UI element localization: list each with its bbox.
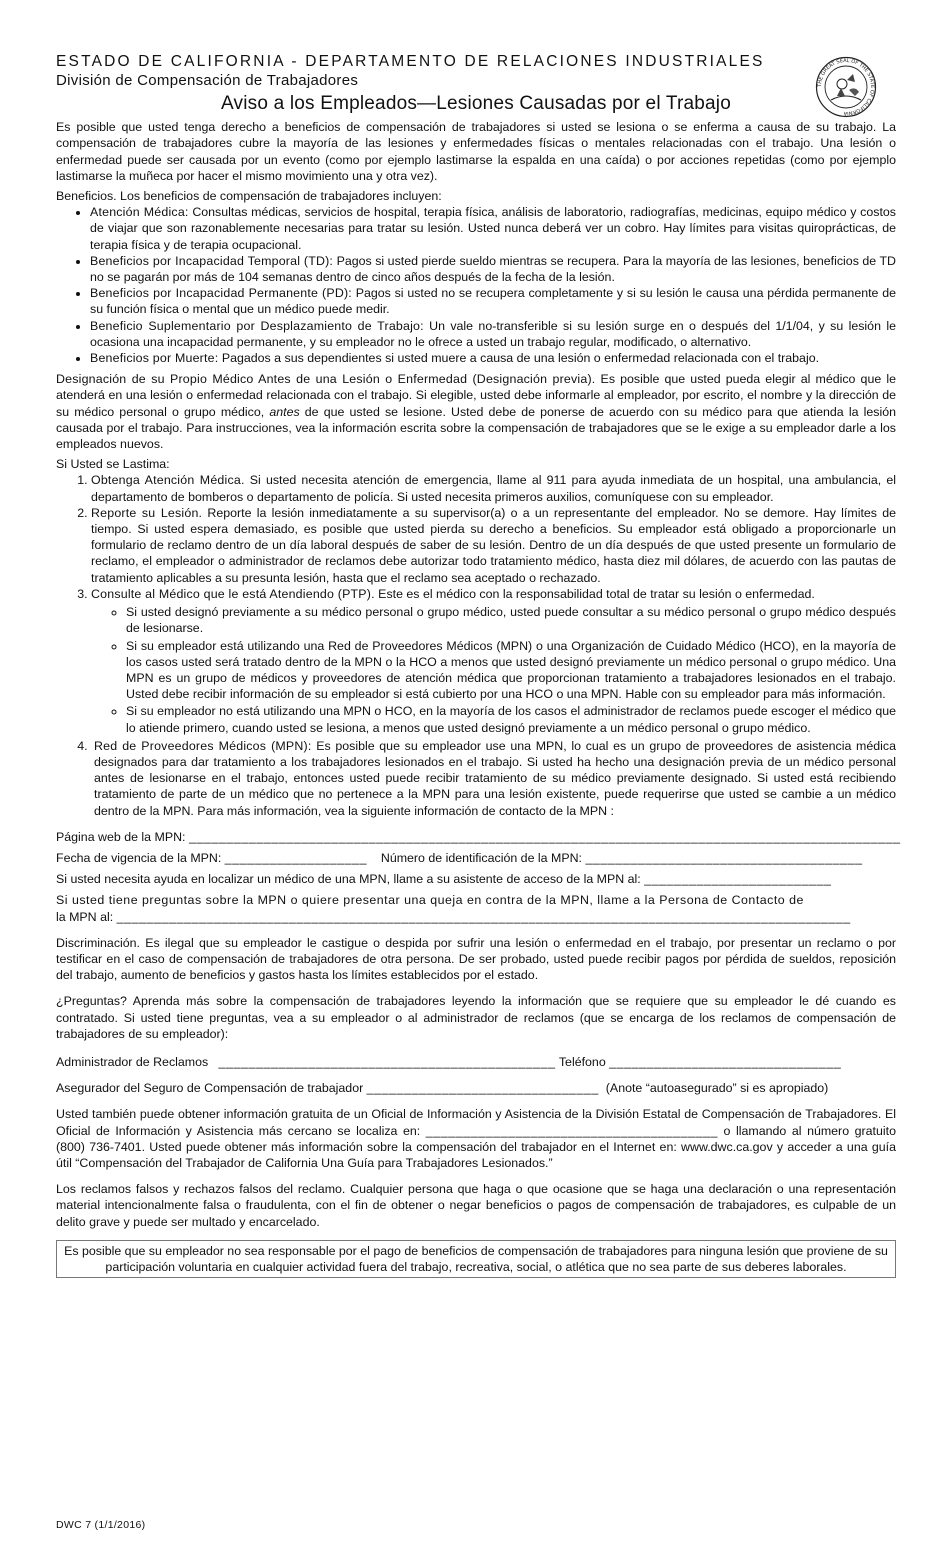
page-title: Aviso a los Empleados—Lesiones Causadas por el Trabajo (220, 93, 731, 114)
list-item: • Beneficios por Incapacidad Temporal (TD): Pagos si usted pierde sueldo mientras se recupera. Para la mayoría de las lesiones, beneficios de TD no se pagarán por más de 104 semanas dentro de cinco años después de la fecha de la lesión. (90, 253, 896, 285)
agency-heading: ESTADO DE CALIFORNIA - DEPARTAMENTO DE RELACIONES INDUSTRIALES (56, 53, 765, 70)
list-item: 1. Obtenga Atención Médica. Si usted necesita atención de emergencia, llame al 911 para ayuda inmediata de un hospital, una ambulancia, el departamento de bomberos o departamento de policía. Si usted necesita primeros auxilios, comuníquese con su empleador. (91, 472, 896, 504)
insurer-row: Asegurador del Seguro de Compensación de trabajador _______________________________ (Anote “autoasegurado” si es apropiado) (56, 1081, 829, 1096)
mpn-website-row: Página web de la MPN: _______________________________________________________________________________________________ (56, 829, 901, 844)
benefit-label: Beneficios por Incapacidad Permanente (PD): (90, 286, 352, 301)
mpn-contact-row: Si usted tiene preguntas sobre la MPN o quiere presentar una queja en contra de la MPN, llame a la Persona de Contacto de la MPN al: __________________________________________________________________________________________________ (56, 893, 851, 924)
list-item: 3. Consulte al Médico que le está Atendiendo (PTP). Este es el médico con la responsabilidad total de tratar su lesión o enfermedad. ◦ Si usted designó previamente a su médico personal o grupo médico, usted puede consultar a su médico personal o grupo médico después de lesionarse. ◦ Si su empleador está utilizando una Red de Proveedores Médicos (MPN) o una Organización de Cuidado Médico (HCO), en la mayoría de los casos usted será tratado dentro de la MPN o la HCO a menos que usted designó previamente un médico personal o grupo médico. Una MPN es un grupo de médicos y proveedores de atención médica que proporcionan tratamiento a trabajadores lesionados en el trabajo. Usted debe recibir información de su empleador si está cubierto por una HCO o una MPN. Hable con su empleador para más información. ◦ Si su empleador no está utilizando una MPN o HCO, en la mayoría de los casos el administrador de reclamos puede escoger el médico que lo atiende primero, cuando usted se lesiona, a menos que usted designó previamente a un médico personal o grupo médico. (91, 586, 896, 736)
document-page (56, 52, 901, 1278)
questions-paragraph: ¿Preguntas? Aprenda más sobre la compensación de trabajadores leyendo la información que se requiere que su empleador le dé cuando es contratado. Si usted tiene preguntas, vea a su empleador o al administrador de reclamos (que se encarga de los reclamos de compensación de trabajadores de su empleador): (56, 994, 896, 1041)
predesignation-paragraph: Designación de su Propio Médico Antes de una Lesión o Enfermedad (Designación previa). Es posible que usted pueda elegir al médico que le atenderá en una lesión o enfermedad relacionada con el trabajo. Si elegible, usted debe informarle al empleador, por escrito, el nombre y la dirección de su médico personal o grupo médico, antes de que usted se lesione. Usted debe de ponerse de acuerdo con su médico para que atienda la lesión causada por el trabajo. Para instrucciones, vea la información escrita sobre la compensación de trabajadores que se le exige a su empleador darle a los empleados nuevos. (56, 372, 896, 452)
benefits-list (56, 204, 896, 366)
mpn-assistant-row: Si usted necesita ayuda en localizar un médico de una MPN, llame a su asistente de acceso de la MPN al: _________________________ (56, 872, 832, 887)
list-item: ◦ Si usted designó previamente a su médico personal o grupo médico, usted puede consultar a su médico personal o grupo médico después de lesionarse. (126, 604, 896, 636)
list-item: • Atención Médica: Consultas médicas, servicios de hospital, terapia física, análisis de laboratorio, radiografías, medicinas, equipo médico y costos de viajar que son razonablemente necesarias para tratar su lesión. Usted nunca deberá ver un cobro. Hay límites para visitas quiroprácticas, de terapia física y de terapia ocupacional. (90, 204, 896, 253)
list-item: 2. Reporte su Lesión. Reporte la lesión inmediatamente a su supervisor(a) o a un representante del empleador. No se demore. Hay límites de tiempo. Si usted espera demasiado, es posible que usted pierda su derecho a beneficios. Su empleador está obligado a proporcionarle un formulario de reclamo dentro de un día laboral después de saber de su lesión. Dentro de un día después de que usted presente un formulario de reclamo, el empleador o administrador de reclamos debe autorizar todo tratamiento médico, hasta diez mil dólares, de acuerdo con las pautas de tratamiento aplicables a su presunta lesión, hasta que el reclamo sea aceptado o rechazado. (91, 505, 896, 586)
form-number: DWC 7 (1/1/2016) (56, 1519, 146, 1531)
benefit-label: Beneficios por Incapacidad Temporal (TD): (90, 253, 334, 268)
division-heading: División de Compensación de Trabajadores (56, 72, 359, 89)
list-item: • Beneficios por Incapacidad Permanente (PD): Pagos si usted no se recupera completamente y si su lesión le causa una pérdida permanente de su función física o mental que un médico puede medir. (90, 285, 896, 317)
benefit-label: Atención Médica: (90, 205, 189, 220)
claims-admin-row: Administrador de Reclamos _____________________________________________ Teléfono _______________________________ (56, 1054, 842, 1069)
false-claims-paragraph: Los reclamos falsos y rechazos falsos del reclamo. Cualquier persona que haga o que ocasione que se haga una declaración o una representación material intencionalmente falsa o fraudulenta, con el fin de obtener o negar beneficios o pagos de compensación de trabajadores, es culpable de un delito grave y puede ser multado y encarcelado. (56, 1182, 896, 1229)
seal-text: THE GREAT SEAL OF THE STATE OF CALIFORNIA (816, 57, 876, 117)
list-item: • Beneficio Suplementario por Desplazamiento de Trabajo: Un vale no-transferible si su lesión surge en o después del 1/1/04, y su lesión le ocasiona una incapacidad permanente, y su empleador no le ofrece a usted un trabajo regular, modificado, o alternativo. (90, 318, 896, 350)
if-hurt-steps (56, 472, 896, 818)
mpn-effective-row: Fecha de vigencia de la MPN: ___________________ Número de identificación de la MPN: _____________________________________ (56, 850, 863, 865)
benefits-heading: Beneficios. Los beneficios de compensación de trabajadores incluyen: (56, 189, 442, 204)
ptp-bullets (91, 604, 896, 736)
benefit-label: Beneficios por Muerte: (90, 351, 219, 366)
discrimination-paragraph: Discriminación. Es ilegal que su empleador le castigue o despida por sufrir una lesión o enfermedad en el trabajo, por presentar un reclamo o por testificar en el caso de compensación de trabajadores de otra persona. De ser probado, usted puede recibir pagos por pérdida de sueldos, reposición del trabajo, aumento de beneficios y gastos hasta los límites establecidos por el estado. (56, 935, 896, 983)
if-hurt-heading: Si Usted se Lastima: (56, 457, 170, 472)
list-item: 4. Red de Proveedores Médicos (MPN): Es posible que su empleador use una MPN, lo cual es un grupo de proveedores de asistencia médica designados para dar tratamiento a los trabajadores lesionados en el trabajo. Si usted ha hecho una designación previa de un médico personal antes de lesionarse en el trabajo, entonces usted puede recibir tratamiento de su médico previamente designado. Si usted está recibiendo tratamiento de parte de un médico que no pertenece a la MPN para una lesión existente, puede requerirse que usted se cambie a un médico dentro de la MPN. Para más información, vea la siguiente información de contacto de la MPN : (91, 738, 896, 819)
info-officer-paragraph: Usted también puede obtener información gratuita de un Oficial de Información y Asistencia de la División Estatal de Compensación de Trabajadores. El Oficial de Información y Asistencia más cercano se localiza en: _______________________________________ o llamando al número gratuito (800) 736-7401. Usted puede obtener más información sobre la compensación del trabajador en el Internet en: www.dwc.ca.gov y acceder a una guía útil “Compensación del Trabajador de California Una Guía para Trabajadores Lesionados.” (56, 1107, 896, 1170)
list-item: ◦ Si su empleador está utilizando una Red de Proveedores Médicos (MPN) o una Organización de Cuidado Médico (HCO), en la mayoría de los casos usted será tratado dentro de la MPN o la HCO a menos que usted designó previamente un médico personal o grupo médico. Una MPN es un grupo de médicos y proveedores de atención médica que proporcionan tratamiento a trabajadores lesionados en el trabajo. Usted debe recibir información de su empleador si está cubierto por una HCO o una MPN. Hable con su empleador para más información. (126, 638, 896, 703)
list-item: • Beneficios por Muerte: Pagados a sus dependientes si usted muere a causa de una lesión o enfermedad relacionada con el trabajo. (90, 350, 896, 366)
intro-paragraph: Es posible que usted tenga derecho a beneficios de compensación de trabajadores si usted se lesiona o se enferma a causa de su trabajo. La compensación de trabajadores cubre la mayoría de las lesiones y enfermedades físicas o mentales relacionadas con el trabajo. Una lesión o enfermedad puede ser causada por un evento (como por ejemplo lastimarse la espalda en una caída) o por acciones repetidas (como por ejemplo lastimarse la muñeca por hacer el mismo movimiento una y otra vez). (56, 120, 896, 183)
list-item: ◦ Si su empleador no está utilizando una MPN o HCO, en la mayoría de los casos el administrador de reclamos puede escoger el médico que lo atiende primero, cuando usted se lesiona, a menos que usted designó previamente a un médico personal o grupo médico. (126, 703, 896, 735)
voluntary-activity-notice: Es posible que su empleador no sea responsable por el pago de beneficios de compensación de trabajadores para ninguna lesión que proviene de su participación voluntaria en cualquier actividad fuera del trabajo, recreativa, social, o atlética que no sea parte de sus deberes laborales. (56, 1240, 896, 1278)
benefit-label: Beneficio Suplementario por Desplazamiento de Trabajo: (90, 318, 424, 333)
